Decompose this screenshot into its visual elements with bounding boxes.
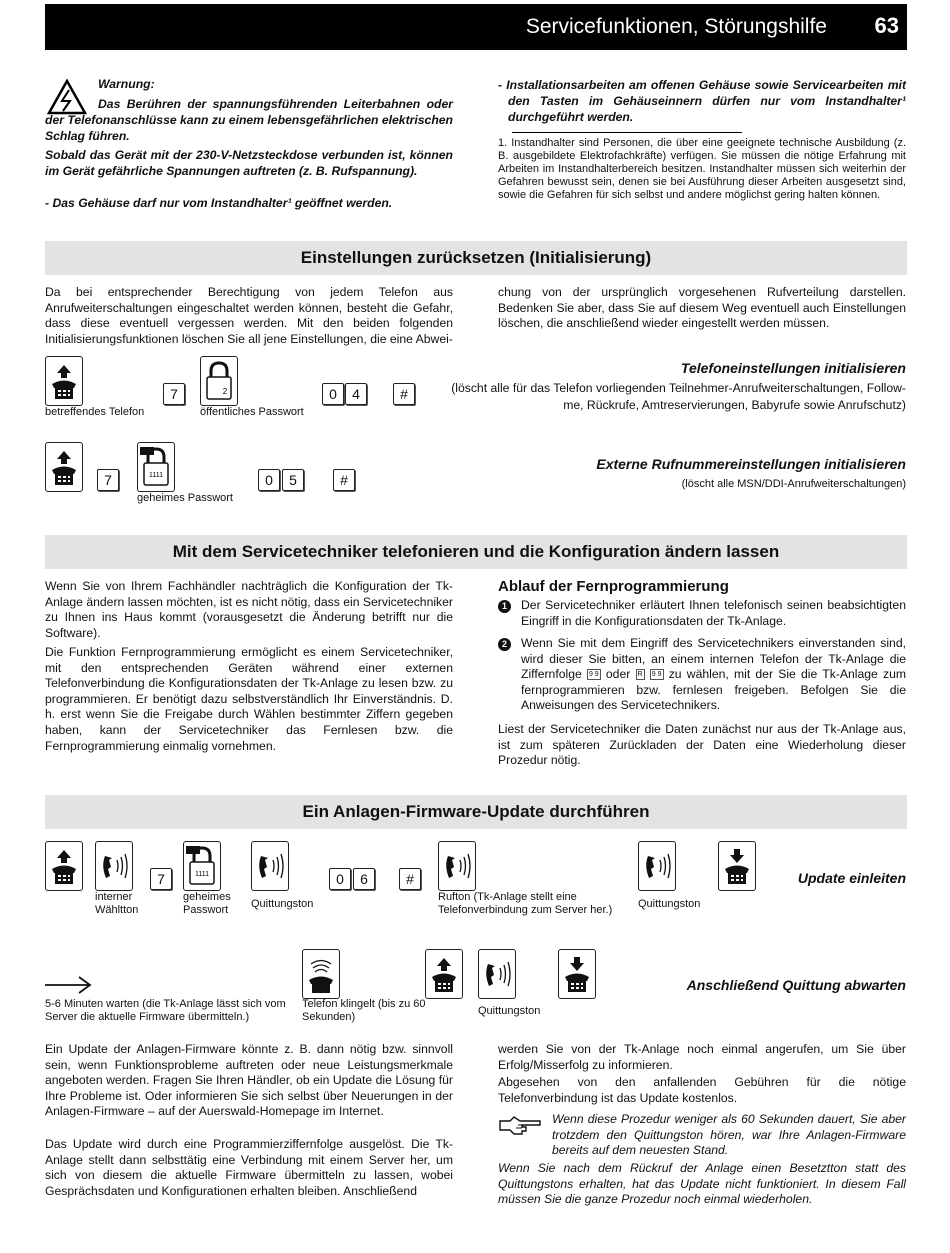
- section-title-firmware-update: Ein Anlagen-Firmware-Update durchführen: [45, 795, 907, 829]
- key-0: 0: [258, 469, 280, 491]
- footnote-divider: [512, 132, 742, 133]
- step-1-text: Der Servicetechniker erläutert Ihnen telefonisch seinen beabsichtigten Eingriff in die Konfigurationsdaten der Tk-Anlage.: [521, 598, 906, 628]
- label-geheimes-passwort: geheimes Passwort: [183, 891, 231, 916]
- pointing-hand-icon: [498, 1115, 542, 1137]
- arrow-right-icon: [45, 975, 93, 995]
- warning-label: Warnung:: [98, 77, 155, 91]
- secret-password-lock-icon: [137, 442, 175, 492]
- label-oeffentliches-passwort: öffentliches Passwort: [200, 406, 304, 418]
- warning-text-3: - Das Gehäuse darf nur vom Instandhalter¹ geöffnet werden.: [45, 196, 393, 210]
- section2-text-left-1: Wenn Sie von Ihrem Fachhändler nachträglich die Konfiguration der Tk-Anlage ändern lassen möchten, ist es nicht nötig, dass ein Servicetechniker zu Ihnen ins Haus kommt (vorausgesetzt die Änderung betrifft nur die Software).: [45, 579, 453, 640]
- step-2-or: oder: [605, 667, 631, 682]
- section2-text-left-2: Die Funktion Fernprogrammierung ermöglicht es einem Servicetechniker, mit den entsprechenden Geräten während einer externen Telefonverbindung die Konfigurationsdaten der Tk-Anlage zu lesen bzw. zu programmieren. Er benötigt dazu selbstverständlich Ihr Einverständnis. D. h. erst wenn Sie die Freigabe durch Wählen bestimmter Ziffern gegeben haben, kann der Servicetechniker das Fernlesen bzw. die Fernprogrammierung einmalig vornehmen.: [45, 645, 453, 753]
- section-title-initialisierung: Einstellungen zurücksetzen (Initialisierung): [45, 241, 907, 275]
- heading-update-einleiten: Update einleiten: [797, 870, 906, 886]
- section3-text-right-2: Abgesehen von den anfallenden Gebühren für die nötige Telefonverbindung ist das Update kostenlos.: [498, 1075, 906, 1105]
- handset-tone-icon: [638, 841, 676, 891]
- label-quittungston: Quittungston: [638, 898, 701, 910]
- secret-password-lock-icon: [183, 841, 221, 891]
- page-number: 63: [874, 13, 899, 38]
- pw-digit: 2: [222, 387, 228, 396]
- step-1-bullet: 1: [498, 600, 511, 613]
- handset-tone-icon: [95, 841, 133, 891]
- step-2-text-b: zu wählen, mit der Sie die Tk-Anlage zum fernprogrammieren bzw. fernlesen freigeben. Befolgen Sie die Anweisungen des Servicetechnikers.: [521, 667, 907, 713]
- pw-digit: 1111: [194, 871, 210, 878]
- heading-telefoneinstellungen: Telefoneinstellungen initialisieren: [680, 360, 906, 376]
- key-hash: #: [333, 469, 355, 491]
- desc-telefoneinstellungen: (löscht alle für das Telefon vorliegenden Teilnehmer-Anrufweiterschaltungen, Follow-me, Rückrufe, Amtreservierungen, Babyrufe sowie Anrufschutz): [451, 381, 906, 412]
- key-0: 0: [322, 383, 344, 405]
- phone-offhook-icon: [45, 442, 83, 492]
- phone-onhook-icon: [558, 949, 596, 999]
- handset-tone-icon: [478, 949, 516, 999]
- key-5: 5: [282, 469, 304, 491]
- heading-ablauf-fernprogrammierung: Ablauf der Fernprogrammierung: [498, 578, 729, 595]
- step-2-text: [521, 636, 906, 714]
- note-text: Wenn diese Prozedur weniger als 60 Sekunden dauert, Sie aber trotzdem den Quittungston hören, war Ihre Anlagen-Firmware bereits auf dem neuesten Stand.: [552, 1112, 906, 1158]
- page-header: [45, 4, 907, 50]
- section3-text-right-1: werden Sie von der Tk-Anlage noch einmal angerufen, um Sie über Erfolg/Misserfolg zu informieren.: [498, 1042, 906, 1072]
- key-0: 0: [329, 868, 351, 890]
- handset-tone-icon: [438, 841, 476, 891]
- section3-text-left-2: Das Update wird durch eine Programmierziffernfolge ausgelöst. Die Tk-Anlage stellt dann selbsttätig eine Verbindung mit einem Server her, um sich von diesem die aktuelle Firmware übermitteln zu lassen, wobei Gesprächsdaten und Konfigurationen erhalten bleiben. Anschließend: [45, 1137, 453, 1198]
- key-7: 7: [163, 383, 185, 405]
- phone-offhook-icon: [45, 356, 83, 406]
- step-1: [498, 598, 906, 629]
- pw-digit: 1111: [148, 472, 164, 479]
- section3-text-right-3: Wenn Sie nach dem Rückruf der Anlage einen Besetztton statt des Quittungstons erhalten, hat das Update nicht funktioniert. In diesem Fall müssen Sie die ganze Prozedur noch einmal wiederholen.: [498, 1161, 906, 1207]
- key-7: 7: [97, 469, 119, 491]
- label-warten: 5-6 Minuten warten (die Tk-Anlage lässt sich vom Server die aktuelle Firmware übermitteln.): [45, 998, 286, 1023]
- heading-externe-rufnummer: Externe Rufnummereinstellungen initialisieren: [596, 456, 906, 472]
- section3-text-left-1: Ein Update der Anlagen-Firmware könnte z. B. dann nötig bzw. sinnvoll sein, wenn Funktionsprobleme auftreten oder neue Leistungsmerkmale angeboten werden. Fragen Sie Ihren Händler, ob ein Update die Lösung für Ihre Probleme ist. Oder informieren Sie sich selbst über Neuerungen in der Anlagen-Firmware – auf der Auerswald-Homepage im Internet.: [45, 1042, 453, 1119]
- phone-ringing-icon: [302, 949, 340, 999]
- footnote: 1. Instandhalter sind Personen, die über eine geeignete technische Ausbildung (z. B. ausgebildete Elektrofachkräfte) verfügen. Sie müssen die nötige Erfahrung mit Arbeiten im Instandhalterbereich besitzen. Instandhalter müssen sich weiterhin der Gefahren bewusst sein, denen sie bei Ausführung dieser Arbeiten ausgesetzt sind, sowie die Gefahren für sich selbst und andere möglichst gering halten können.: [498, 137, 906, 201]
- phone-offhook-icon: [425, 949, 463, 999]
- section-title-servicetechniker: Mit dem Servicetechniker telefonieren und die Konfiguration ändern lassen: [45, 535, 907, 569]
- key-7: 7: [150, 868, 172, 890]
- page-title: Servicefunktionen, Störungshilfe: [525, 15, 827, 38]
- key-4: 4: [345, 383, 367, 405]
- password-lock-icon: [200, 356, 238, 406]
- step-2-bullet: 2: [498, 638, 511, 651]
- phone-offhook-icon: [45, 841, 83, 891]
- warning-text-1: Das Berühren der spannungsführenden Leiterbahnen oder der Telefonanschlüsse kann zu einem lebensgefährlichen elektrischen Schlag führen.: [45, 97, 453, 143]
- label-betreffendes-telefon: betreffendes Telefon: [45, 406, 145, 418]
- label-rufton: Rufton (Tk-Anlage stellt eine Telefonverbindung zum Server her.): [438, 891, 613, 916]
- section2-text-right: Liest der Servicetechniker die Daten zunächst nur aus der Tk-Anlage aus, ist zum späteren Zurückladen der Daten eine Wiederholung dieser Prozedur nötig.: [498, 722, 906, 768]
- section1-text-right: chung von der ursprünglich vorgesehenen Rufverteilung darstellen. Bedenken Sie aber, dass Sie auf diesem Weg eventuell auch Einstellungen löschen, die anschließend wieder eingestellt werden müssen.: [498, 285, 906, 331]
- desc-externe-rufnummer: (löscht alle MSN/DDI-Anrufweiterschaltungen): [681, 478, 906, 490]
- label-geheimes-passwort: geheimes Passwort: [137, 492, 233, 504]
- key-hash: #: [399, 868, 421, 890]
- step-2: [498, 636, 906, 714]
- label-quittungston: Quittungston: [478, 1005, 541, 1017]
- step-2-text-a: Wenn Sie mit dem Eingriff des Servicetechnikers einverstanden sind, wird dieser Sie bitten, an einem internen Telefon der Tk-Anlage die Ziffernfolge: [521, 636, 906, 682]
- key-r: R: [637, 671, 643, 679]
- label-telefon-klingelt: Telefon klingelt (bis zu 60 Sekunden): [302, 998, 426, 1023]
- warning-text-2: Sobald das Gerät mit der 230-V-Netzsteckdose verbunden ist, können im Gerät gefährliche Spannungen auftreten (z. B. Rufspannung).: [45, 148, 453, 178]
- heading-quittung-abwarten: Anschließend Quittung abwarten: [686, 977, 906, 993]
- key-hash: #: [393, 383, 415, 405]
- warning-text-4: - Installationsarbeiten am offenen Gehäuse sowie Servicearbeiten mit den Tasten im Gehäuseinnern dürfen nur vom Instandhalter¹ durchgeführt werden.: [498, 78, 906, 124]
- handset-tone-icon: [251, 841, 289, 891]
- key-6: 6: [353, 868, 375, 890]
- section1-text-left: Da bei entsprechender Berechtigung von jedem Telefon aus Anrufweiterschaltungen eingeschaltet werden können, besteht die Gefahr, dass diese eventuell vergessen werden. Mit den beiden folgenden Initialisierungsfunktionen löschen Sie all jene Einstellungen, die eine Abwei-: [45, 285, 453, 346]
- label-interner-waehlton: interner Wähltton: [95, 891, 139, 916]
- key-99: 9 9: [651, 671, 662, 679]
- key-99: 9 9: [588, 671, 599, 679]
- label-quittungston: Quittungston: [251, 898, 314, 910]
- phone-onhook-icon: [718, 841, 756, 891]
